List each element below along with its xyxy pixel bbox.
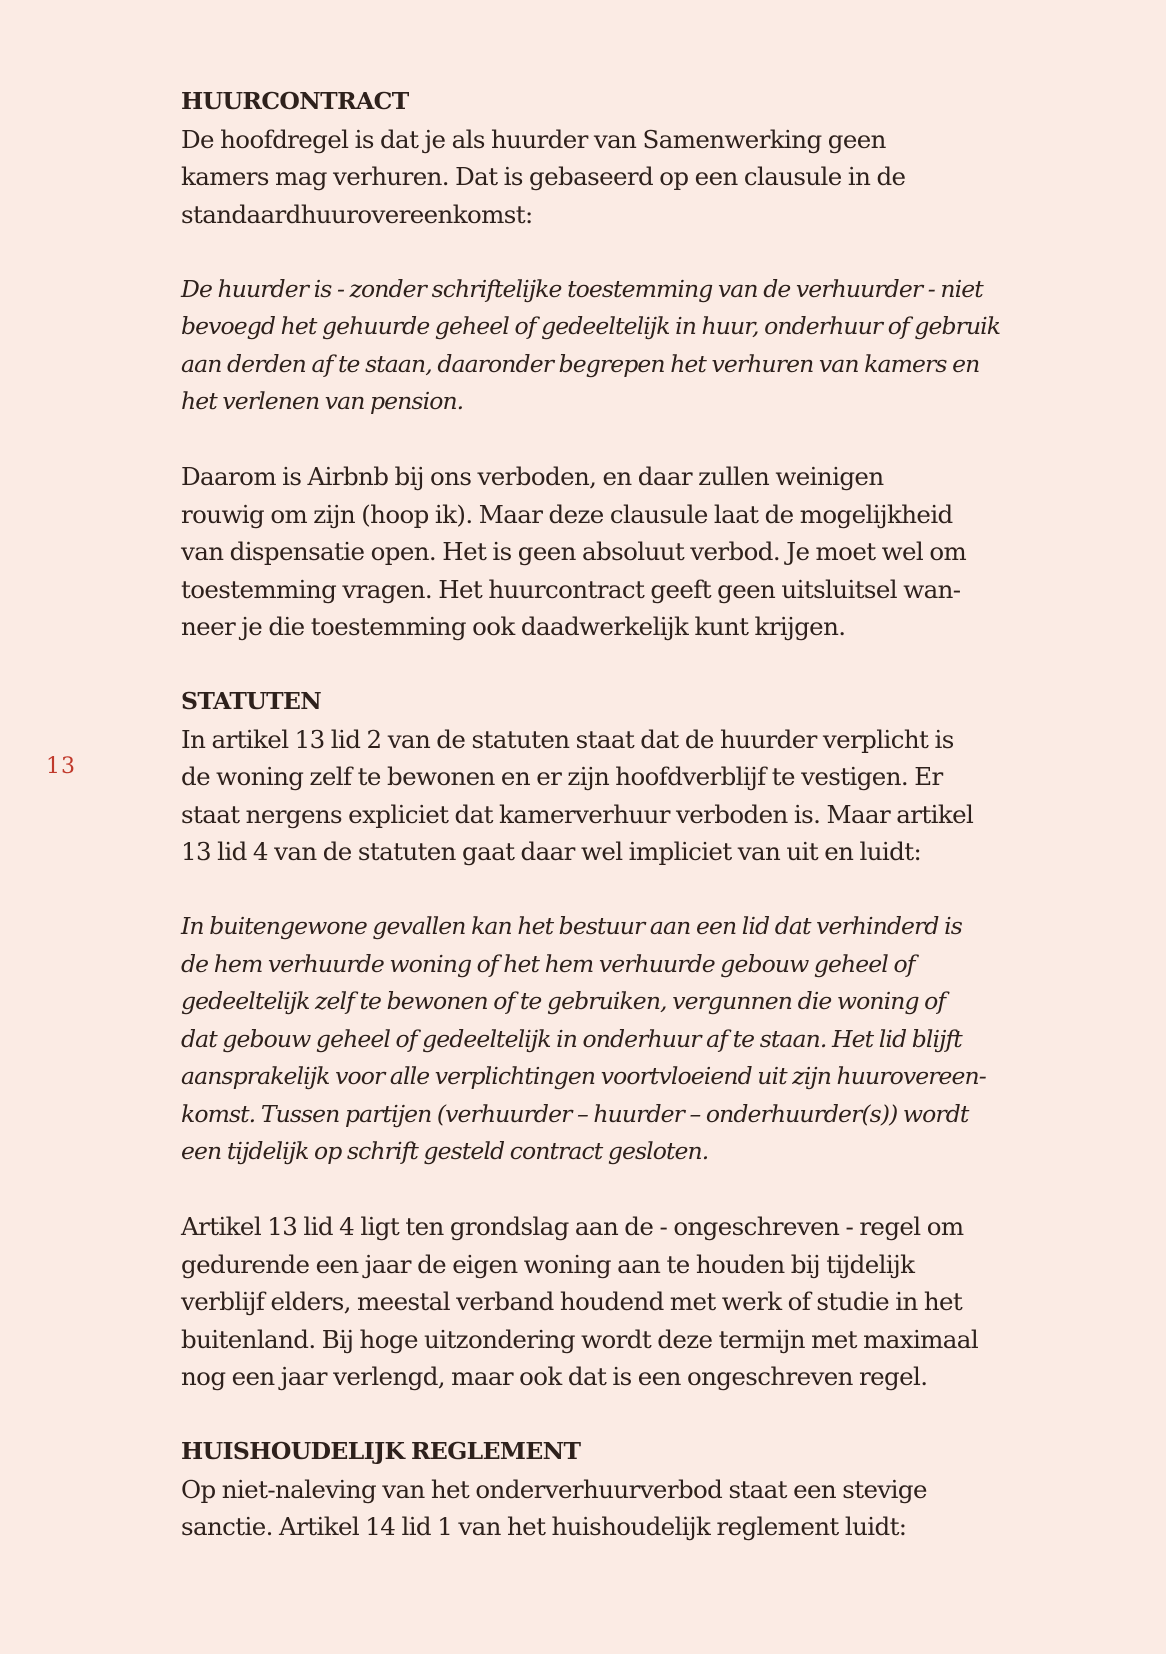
text-line: In buitengewone gevallen kan het bestuur aan een lid dat verhinderd is xyxy=(181,912,962,940)
paragraph xyxy=(181,721,1051,871)
text-line: van dispensatie open. Het is geen absoluut verbod. Je moet wel om xyxy=(181,537,967,566)
section-statuten xyxy=(181,683,1051,1396)
section-huurcontract xyxy=(181,83,1051,646)
paragraph xyxy=(181,1471,1051,1546)
text-line: bevoegd het gehuurde geheel of gedeeltelijk in huur, onderhuur of gebruik xyxy=(181,312,1001,340)
text-line: een tijdelijk op schrift gesteld contract gesloten. xyxy=(181,1137,709,1165)
section-heading: HUURCONTRACT xyxy=(181,87,409,115)
text-line: standaardhuurovereenkomst: xyxy=(181,199,533,229)
text-line: rouwig om zijn (hoop ik). Maar deze clausule laat de mogelijkheid xyxy=(181,499,953,529)
text-line: nog een jaar verlengd, maar ook dat is een ongeschreven regel. xyxy=(181,1362,928,1391)
text-line: aansprakelijk voor alle verplichtingen voortvloeiend uit zijn huurovereen- xyxy=(181,1062,986,1090)
quote-paragraph xyxy=(181,908,1051,1171)
text-line: toestemming vragen. Het huurcontract geeft geen uitsluitsel wan- xyxy=(181,574,961,604)
text-line: het verlenen van pension. xyxy=(181,387,464,415)
page-number: 13 xyxy=(46,754,76,779)
text-line: sanctie. Artikel 14 lid 1 van het huishoudelijk reglement luidt: xyxy=(181,1512,907,1541)
text-line: komst. Tussen partijen (verhuurder – huurder – onderhuurder(s)) wordt xyxy=(181,1099,969,1128)
text-line: de woning zelf te bewonen en er zijn hoofdverblijf te vestigen. Er xyxy=(181,762,943,791)
text-line: De huurder is - zonder schriftelijke toestemming van de verhuurder - niet xyxy=(181,274,983,303)
text-line: neer je die toestemming ook daadwerkelijk kunt krijgen. xyxy=(181,612,846,641)
text-line: kamers mag verhuren. Dat is gebaseerd op een clausule in de xyxy=(181,162,906,191)
quote-paragraph xyxy=(181,271,1051,421)
text-line: Daarom is Airbnb bij ons verboden, en daar zullen weinigen xyxy=(181,462,884,491)
text-line: gedeeltelijk zelf te bewonen of te gebruiken, vergunnen die woning of xyxy=(181,987,946,1015)
text-line: gedurende een jaar de eigen woning aan te houden bij tijdelijk xyxy=(181,1249,915,1279)
text-line: In artikel 13 lid 2 van de statuten staat dat de huurder verplicht is xyxy=(181,724,954,754)
text-line: staat nergens expliciet dat kamerverhuur verboden is. Maar artikel xyxy=(181,799,974,829)
text-line: verblijf elders, meestal verband houdend met werk of studie in het xyxy=(181,1287,963,1316)
section-heading: STATUTEN xyxy=(181,687,322,715)
paragraph xyxy=(181,1208,1051,1396)
text-line: 13 lid 4 van de statuten gaat daar wel impliciet van uit en luidt: xyxy=(181,837,922,866)
paragraph xyxy=(181,458,1051,646)
section-heading: HUISHOUDELIJK REGLEMENT xyxy=(181,1437,581,1465)
text-line: Op niet-naleving van het onderverhuurverbod staat een stevige xyxy=(181,1474,927,1504)
text-line: aan derden af te staan, daaronder begrepen het verhuren van kamers en xyxy=(181,349,980,378)
section-huishoudelijk-reglement xyxy=(181,1433,1051,1546)
text-column xyxy=(181,83,1051,1583)
text-line: dat gebouw geheel of gedeeltelijk in onderhuur af te staan. Het lid blijft xyxy=(181,1024,962,1053)
text-line: De hoofdregel is dat je als huurder van Samenwerking geen xyxy=(181,124,886,154)
paragraph xyxy=(181,121,1051,234)
text-line: Artikel 13 lid 4 ligt ten grondslag aan de - ongeschreven - regel om xyxy=(181,1212,964,1241)
text-line: buitenland. Bij hoge uitzondering wordt deze termijn met maximaal xyxy=(181,1324,979,1354)
text-line: de hem verhuurde woning of het hem verhuurde gebouw geheel of xyxy=(181,949,915,978)
